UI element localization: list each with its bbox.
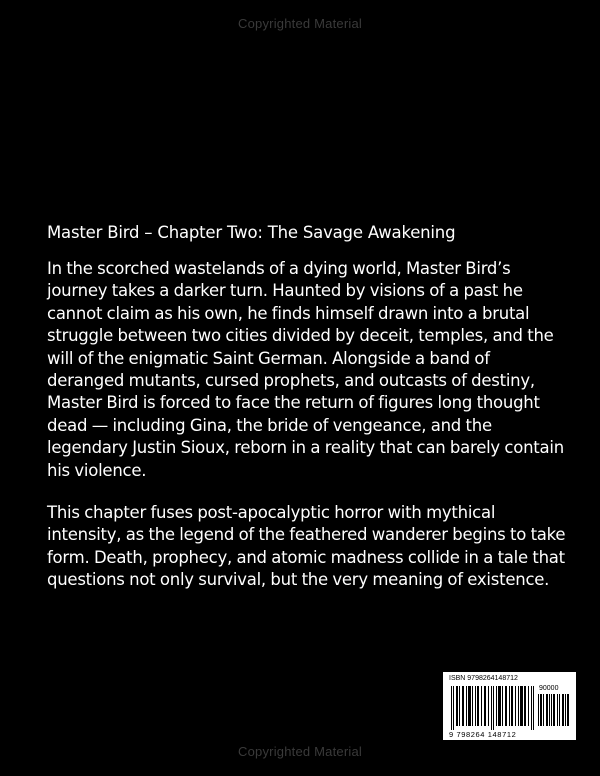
copyright-watermark-bottom: Copyrighted Material xyxy=(238,744,362,759)
isbn-label: ISBN 9798264148712 xyxy=(449,675,518,682)
synopsis-paragraph-1: In the scorched wastelands of a dying world, Master Bird’s journey takes a darker turn. Haunted by visions of a past he cannot claim as his own, he finds himself drawn into a brutal struggle between two cities divided by deceit, temples, and the will of the enigmatic Saint German. Alongside a band of deranged mutants, cursed prophets, and outcasts of destiny, Master Bird is forced to face the return of figures long thought dead — including Gina, the bride of vengeance, and the legendary Justin Sioux, reborn in a reality that can barely contain his violence. xyxy=(47,259,564,480)
barcode-digits: 9 798264 148712 xyxy=(449,730,517,739)
copyright-watermark-top: Copyrighted Material xyxy=(238,16,362,31)
book-title: Master Bird – Chapter Two: The Savage Awakening xyxy=(47,223,456,242)
ean13-barcode-bars xyxy=(451,686,535,730)
price-code: 90000 xyxy=(539,685,559,692)
isbn-barcode xyxy=(443,672,576,740)
addon-barcode-bars xyxy=(538,694,570,726)
back-cover-text xyxy=(47,222,567,612)
synopsis-paragraph-2: This chapter fuses post-apocalyptic horror with mythical intensity, as the legend of the feathered wanderer begins to take form. Death, prophecy, and atomic madness collide in a tale that questions not only survival, but the very meaning of existence. xyxy=(47,503,566,590)
